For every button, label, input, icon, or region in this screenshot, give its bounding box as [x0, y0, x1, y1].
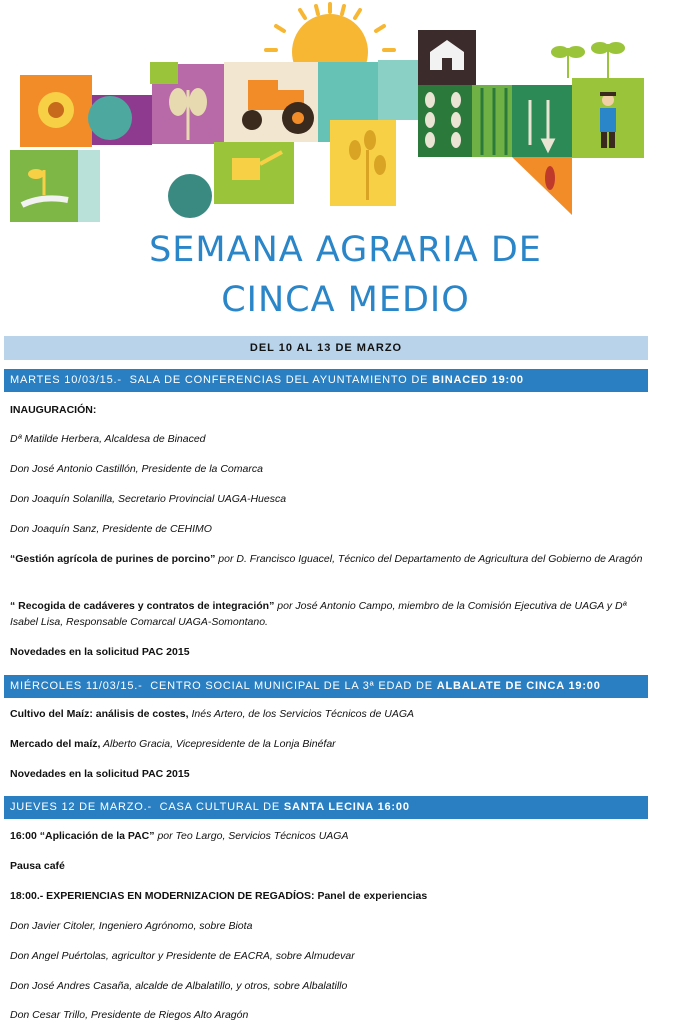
section-header-miercoles: [4, 675, 648, 698]
list-item: 16:00 “Aplicación de la PAC” por Teo Largo, Servicios Técnicos UAGA: [10, 830, 349, 842]
list-item: “Gestión agrícola de purines de porcino” por D. Francisco Iguacel, Técnico del Departamento de Agricultura del Gobierno de Aragón: [10, 553, 643, 565]
list-item: INAUGURACIÓN:: [10, 404, 97, 416]
list-item: Novedades en la solicitud PAC 2015: [10, 646, 190, 658]
list-item: Don Javier Citoler, Ingeniero Agrónomo, sobre Biota: [10, 920, 253, 932]
section-venue: CASA CULTURAL DE: [159, 801, 281, 813]
list-item: Don José Andres Casaña, alcalde de Albalatillo, y otros, sobre Albalatillo: [10, 980, 348, 992]
list-item: 18:00.- EXPERIENCIAS EN MODERNIZACION DE REGADÍOS: Panel de experiencias: [10, 890, 428, 902]
list-item: Don Joaquín Solanilla, Secretario Provincial UAGA-Huesca: [10, 493, 287, 505]
section-venue: SALA DE CONFERENCIAS DEL AYUNTAMIENTO DE: [129, 374, 429, 386]
list-item: Dª Matilde Herbera, Alcaldesa de Binaced: [10, 433, 206, 445]
section-place: SANTA LECINA 16:00: [283, 801, 410, 813]
list-item: Don Angel Puértolas, agricultor y Presidente de EACRA, sobre Almudevar: [10, 950, 355, 962]
page-title-line-2: CINCA MEDIO: [221, 280, 470, 320]
section-header-martes: [4, 369, 648, 392]
section-day: JUEVES 12 DE MARZO.-: [10, 801, 152, 813]
page-title-line-1: SEMANA AGRARIA DE: [149, 230, 542, 270]
list-item: Don Cesar Trillo, Presidente de Riegos Alto Aragón: [10, 1009, 249, 1021]
list-item: Don Joaquín Sanz, Presidente de CEHIMO: [10, 523, 212, 535]
section-day: MARTES 10/03/15.-: [10, 374, 122, 386]
section-place: ALBALATE DE CINCA 19:00: [436, 680, 601, 692]
section-place: BINACED 19:00: [432, 374, 524, 386]
list-item: Pausa café: [10, 860, 65, 872]
date-range-bar: DEL 10 AL 13 DE MARZO: [4, 336, 648, 360]
sunflower-icon: [38, 92, 74, 128]
section-header-jueves: [4, 796, 648, 819]
sprouts-icon: [552, 43, 624, 78]
agriculture-illustration-banner: [0, 0, 691, 225]
list-item: Don José Antonio Castillón, Presidente de la Comarca: [10, 463, 263, 475]
section-day: MIÉRCOLES 11/03/15.-: [10, 680, 143, 692]
list-item: Mercado del maíz, Alberto Gracia, Vicepresidente de la Lonja Binéfar: [10, 738, 336, 750]
section-venue: CENTRO SOCIAL MUNICIPAL DE LA 3ª EDAD DE: [150, 680, 433, 692]
list-item: Novedades en la solicitud PAC 2015: [10, 768, 190, 780]
corn-icon: [545, 166, 555, 190]
list-item: Cultivo del Maíz: análisis de costes, Inés Artero, de los Servicios Técnicos de UAGA: [10, 708, 415, 720]
list-item: “ Recogida de cadáveres y contratos de integración” por José Antonio Campo, miembro de la Comisión Ejecutiva de UAGA y Dª Isabel Lisa, Responsable Comarcal UAGA-Somontano.: [10, 600, 627, 628]
